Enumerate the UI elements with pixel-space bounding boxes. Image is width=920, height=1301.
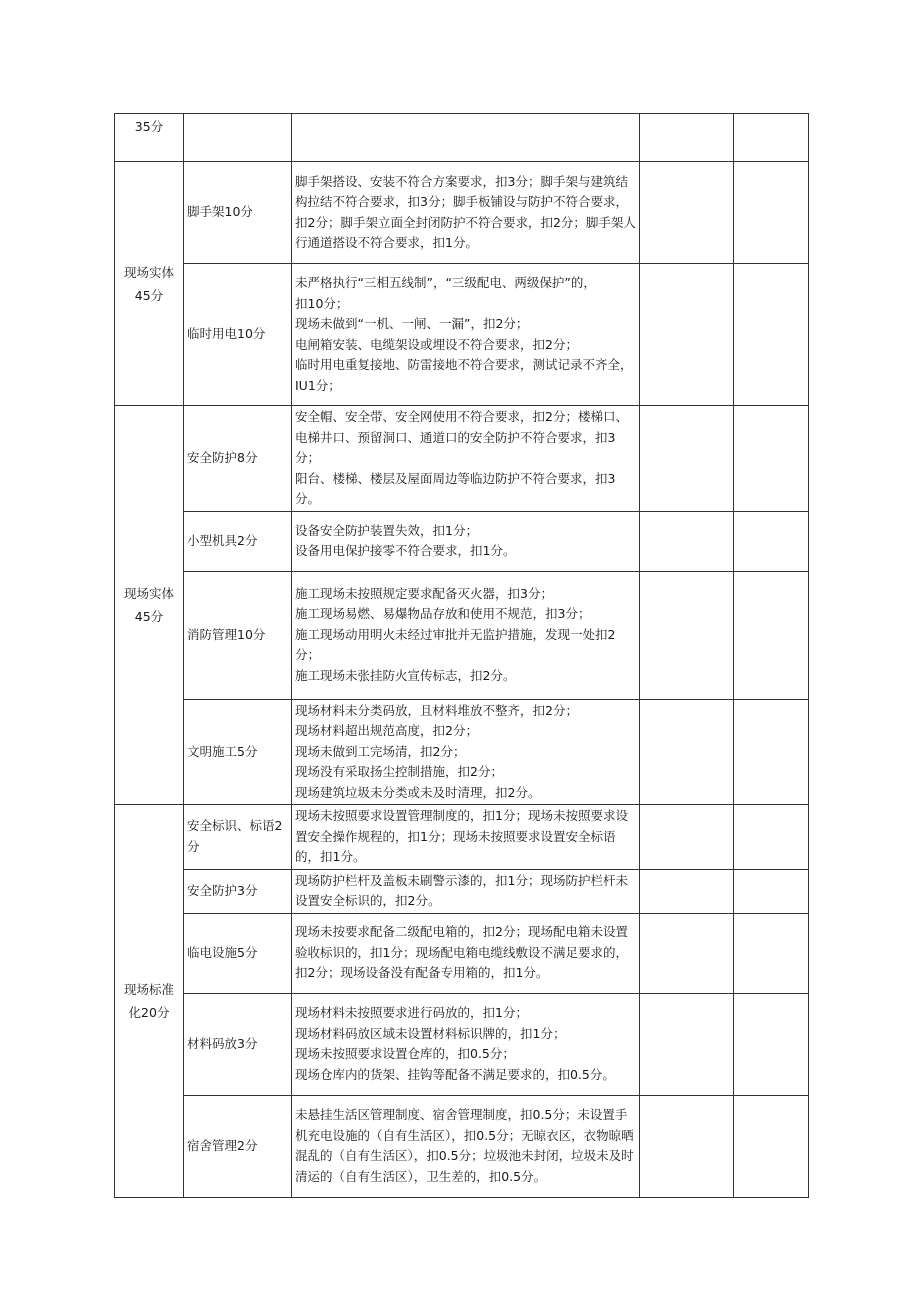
remark-cell xyxy=(734,993,809,1095)
table-row xyxy=(115,162,809,264)
criteria-line: 施工现场未按照规定要求配备灭火器，扣3分； xyxy=(295,585,553,601)
criteria-line: 现场仓库内的货架、挂钩等配备不满足要求的，扣0.5分。 xyxy=(295,1066,615,1082)
item-cell: 安全防护3分 xyxy=(184,869,292,913)
criteria-line: 现场材料未按照要求进行码放的，扣1分； xyxy=(295,1005,528,1020)
remark-cell xyxy=(734,571,809,699)
criteria-line: 现场没有采取扬尘控制措施，扣2分； xyxy=(295,764,503,779)
criteria-line: 阳台、楼梯、楼层及屋面周边等临边防护不符合要求，扣3分。 xyxy=(295,470,616,506)
criteria-cell xyxy=(292,699,640,805)
item-cell: 临电设施5分 xyxy=(184,913,292,993)
criteria-cell xyxy=(292,162,640,264)
table-row xyxy=(115,869,809,913)
item-cell: 消防管理10分 xyxy=(184,571,292,699)
score-cell xyxy=(640,699,734,805)
criteria-cell xyxy=(292,805,640,870)
criteria-line: 现场未做到工完场清，扣2分； xyxy=(295,743,466,759)
criteria-line: 现场未按照要求设置仓库的，扣0.5分； xyxy=(295,1046,515,1061)
criteria-cell xyxy=(292,571,640,699)
category-line: 现场实体 xyxy=(123,264,174,280)
category-cell: 35分 xyxy=(115,114,184,162)
score-cell xyxy=(640,1095,734,1197)
criteria-line: 设备用电保护接零不符合要求，扣1分。 xyxy=(295,543,516,558)
item-cell: 安全防护8分 xyxy=(184,406,292,512)
score-cell xyxy=(640,162,734,264)
score-cell xyxy=(640,993,734,1095)
remark-cell xyxy=(734,869,809,913)
criteria-line: 电闸箱安装、电缆架设或埋设不符合要求，扣2分； xyxy=(295,336,578,352)
category-cell xyxy=(115,162,184,406)
item-cell: 临时用电10分 xyxy=(184,264,292,406)
category-line: 化20分 xyxy=(128,1004,170,1020)
table-row xyxy=(115,511,809,571)
criteria-line: 设备安全防护装置失效，扣1分； xyxy=(295,522,478,538)
criteria-cell xyxy=(292,993,640,1095)
criteria-cell xyxy=(292,264,640,406)
criteria-line: 现场未做到“一机、一闸、一漏”，扣2分； xyxy=(295,316,529,331)
remark-cell xyxy=(734,264,809,406)
criteria-line: 安全帽、安全带、安全网使用不符合要求，扣2分；楼梯口、电梯井口、预留洞口、通道口的安全防护不符合要求，扣3分； xyxy=(295,409,628,465)
remark-cell xyxy=(734,1095,809,1197)
item-cell: 文明施工5分 xyxy=(184,699,292,805)
table-row xyxy=(115,913,809,993)
table-row xyxy=(115,406,809,512)
item-cell: 安全标识、标语2分 xyxy=(184,805,292,870)
remark-cell xyxy=(734,406,809,512)
table-row xyxy=(115,114,809,162)
score-cell xyxy=(640,869,734,913)
category-line: 45分 xyxy=(134,609,164,624)
table-row xyxy=(115,264,809,406)
score-cell xyxy=(640,114,734,162)
criteria-line: 临时用电重复接地、防雷接地不符合要求，测试记录不齐全，IU1分； xyxy=(295,357,633,393)
remark-cell xyxy=(734,699,809,805)
item-cell: 脚手架10分 xyxy=(184,162,292,264)
table-row xyxy=(115,699,809,805)
table-row xyxy=(115,993,809,1095)
remark-cell xyxy=(734,511,809,571)
table-row xyxy=(115,571,809,699)
category-cell xyxy=(115,805,184,1198)
remark-cell xyxy=(734,114,809,162)
score-cell xyxy=(640,913,734,993)
category-line: 45分 xyxy=(134,287,164,303)
table-row xyxy=(115,805,809,870)
criteria-line: 现场防护栏杆及盖板未刷警示漆的，扣1分；现场防护栏杆未设置安全标识的，扣2分。 xyxy=(295,872,628,908)
item-cell: 宿舍管理2分 xyxy=(184,1095,292,1197)
criteria-line: 现场材料超出规范高度，扣2分； xyxy=(295,723,478,738)
remark-cell xyxy=(734,805,809,870)
criteria-line: 未严格执行“三相五线制”，“三级配电、两级保护”的， xyxy=(295,275,596,290)
criteria-line: 未悬挂生活区管理制度、宿舍管理制度，扣0.5分；未设置手机充电设施的（自有生活区），扣0.5分；无晾衣区，衣物晾晒混乱的（自有生活区），扣0.5分；垃圾池未封闭，垃圾未及时清运的（自有生活区），卫生差的，扣0.5分。 xyxy=(295,1107,634,1184)
score-cell xyxy=(640,511,734,571)
score-cell xyxy=(640,406,734,512)
criteria-line: 扣10分； xyxy=(295,295,349,311)
score-cell xyxy=(640,805,734,870)
criteria-cell xyxy=(292,406,640,512)
criteria-line: 施工现场未张挂防火宣传标志，扣2分。 xyxy=(295,667,516,683)
remark-cell xyxy=(734,913,809,993)
criteria-cell xyxy=(292,913,640,993)
criteria-line: 施工现场动用明火未经过审批并无监护措施，发现一处扣2分； xyxy=(295,626,616,663)
criteria-cell xyxy=(292,511,640,571)
table-row xyxy=(115,1095,809,1197)
category-line: 现场标准 xyxy=(123,981,174,997)
criteria-cell xyxy=(292,114,640,162)
criteria-cell xyxy=(292,1095,640,1197)
category-line: 现场实体 xyxy=(123,586,174,601)
criteria-line: 施工现场易燃、易爆物品存放和使用不规范，扣3分； xyxy=(295,606,591,622)
criteria-line: 现场建筑垃圾未分类或未及时清理，扣2分。 xyxy=(295,784,541,800)
item-cell: 材料码放3分 xyxy=(184,993,292,1095)
score-cell xyxy=(640,571,734,699)
criteria-cell xyxy=(292,869,640,913)
criteria-line: 现场未按照要求设置管理制度的，扣1分；现场未按照要求设置安全操作规程的，扣1分；现场未按照要求设置安全标语的，扣1分。 xyxy=(295,808,628,864)
item-cell: 小型机具2分 xyxy=(184,511,292,571)
category-cell xyxy=(115,406,184,805)
item-cell xyxy=(184,114,292,162)
criteria-line: 脚手架搭设、安装不符合方案要求，扣3分；脚手架与建筑结构拉结不符合要求，扣3分；脚手板铺设与防护不符合要求，扣2分；脚手架立面全封闭防护不符合要求，扣2分；脚手架人行通道搭设不符合要求，扣1分。 xyxy=(295,173,636,250)
score-cell xyxy=(640,264,734,406)
scoring-table xyxy=(114,113,809,1198)
remark-cell xyxy=(734,162,809,264)
criteria-line: 现场未按要求配备二级配电箱的，扣2分；现场配电箱未设置验收标识的，扣1分；现场配电箱电缆线敷设不满足要求的，扣2分；现场设备没有配备专用箱的，扣1分。 xyxy=(295,924,628,981)
criteria-line: 现场材料码放区域未设置材料标识牌的，扣1分； xyxy=(295,1025,566,1041)
criteria-line: 现场材料未分类码放，且材料堆放不整齐，扣2分； xyxy=(295,702,578,718)
